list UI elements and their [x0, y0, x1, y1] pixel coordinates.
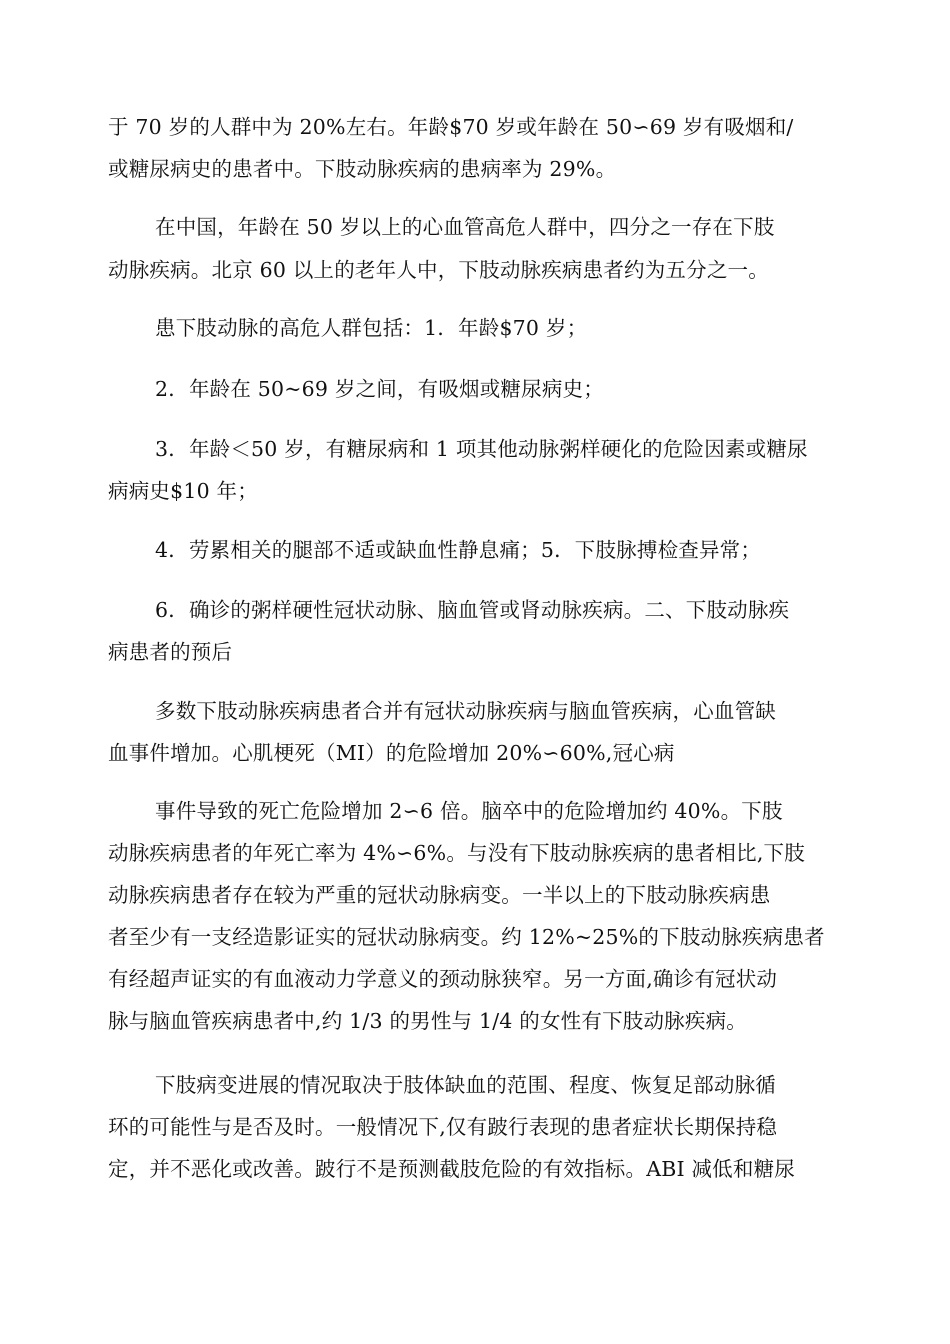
- text-line: 或糖尿病史的患者中。下肢动脉疾病的患病率为 29%。: [108, 157, 617, 181]
- text-line: 多数下肢动脉疾病患者合并有冠状动脉疾病与脑血管疾病，心血管缺: [155, 699, 776, 723]
- text-line: 3．年龄＜50 岁，有糖尿病和 1 项其他动脉粥样硬化的危险因素或糖尿: [155, 437, 808, 461]
- text-line: 脉与脑血管疾病患者中,约 1/3 的男性与 1/4 的女性有下肢动脉疾病。: [108, 1009, 747, 1033]
- text-line: 下肢病变进展的情况取决于肢体缺血的范围、程度、恢复足部动脉循: [155, 1073, 776, 1097]
- text-line: 动脉疾病患者的年死亡率为 4%∽6%。与没有下肢动脉疾病的患者相比,下肢: [108, 841, 805, 865]
- text-line: 6．确诊的粥样硬性冠状动脉、脑血管或肾动脉疾病。二、下肢动脉疾: [155, 598, 790, 622]
- text-line: 有经超声证实的有血液动力学意义的颈动脉狭窄。另一方面,确诊有冠状动: [108, 967, 778, 991]
- text-line: 4．劳累相关的腿部不适或缺血性静息痛；5．下肢脉搏检查异常；: [155, 538, 762, 562]
- text-line: 者至少有一支经造影证实的冠状动脉病变。约 12%~25%的下肢动脉疾病患者: [108, 925, 825, 949]
- text-line: 于 70 岁的人群中为 20%左右。年龄$70 岁或年龄在 50∽69 岁有吸烟和/: [108, 115, 794, 139]
- text-line: 患下肢动脉的高危人群包括：1．年龄$70 岁；: [155, 316, 588, 340]
- text-line: 2．年龄在 50~69 岁之间，有吸烟或糖尿病史；: [155, 377, 604, 401]
- text-line: 动脉疾病。北京 60 以上的老年人中，下肢动脉疾病患者约为五分之一。: [108, 258, 769, 282]
- text-line: 动脉疾病患者存在较为严重的冠状动脉病变。一半以上的下肢动脉疾病患: [108, 883, 771, 907]
- text-line: 在中国，年龄在 50 岁以上的心血管高危人群中，四分之一存在下肢: [155, 215, 775, 239]
- text-line: 血事件增加。心肌梗死（MI）的危险增加 20%∽60%,冠心病: [108, 741, 675, 765]
- text-line: 定，并不恶化或改善。跛行不是预测截肢危险的有效指标。ABI 减低和糖尿: [108, 1157, 795, 1181]
- text-line: 病患者的预后: [108, 640, 233, 664]
- text-line: 环的可能性与是否及时。一般情况下,仅有跛行表现的患者症状长期保持稳: [108, 1115, 778, 1139]
- text-line: 病病史$10 年；: [108, 479, 258, 503]
- text-line: 事件导致的死亡危险增加 2∽6 倍。脑卒中的危险增加约 40%。下肢: [155, 799, 783, 823]
